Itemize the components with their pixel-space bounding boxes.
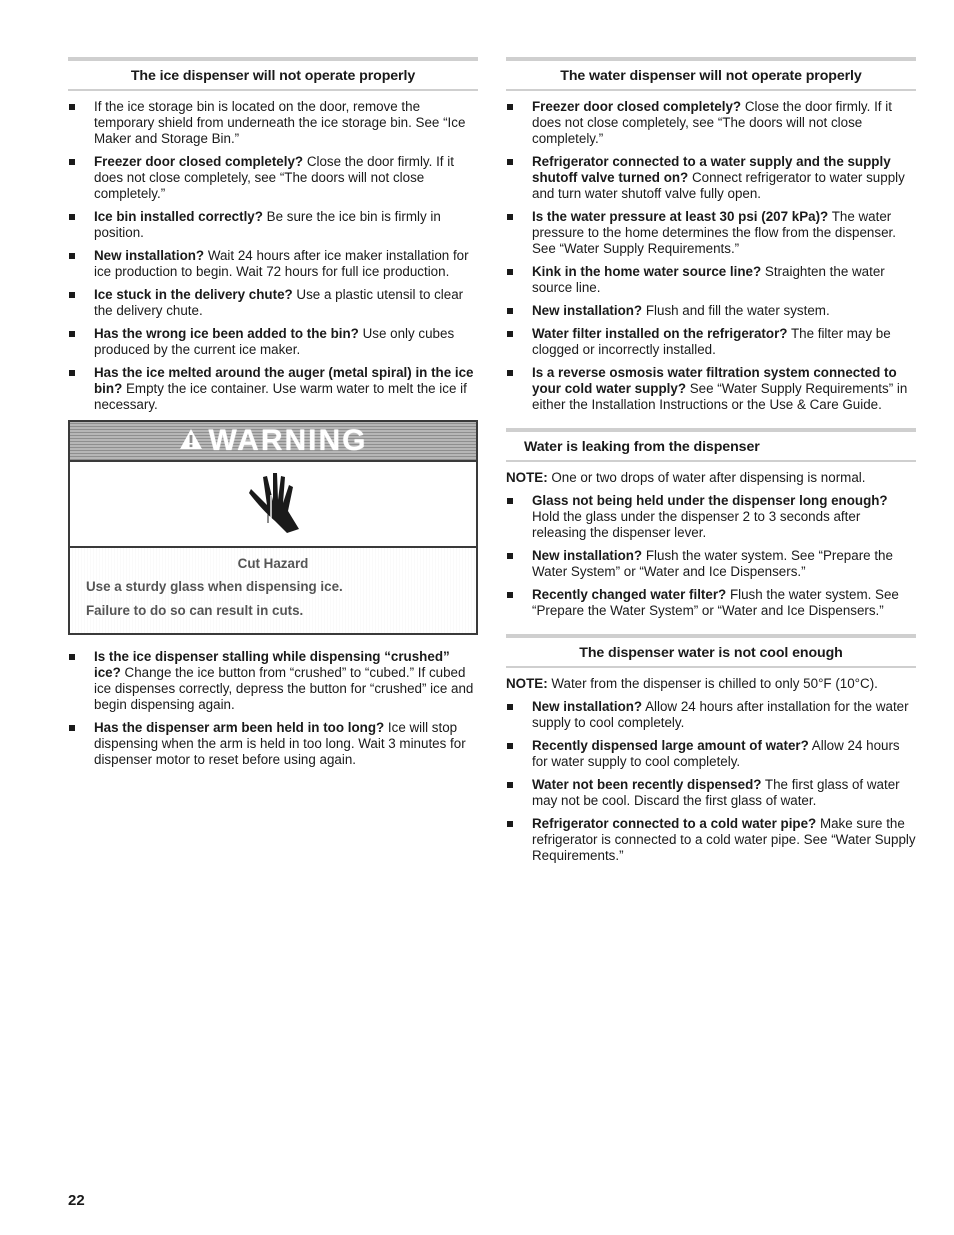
list-item	[506, 493, 916, 541]
bullet-icon	[507, 498, 513, 504]
item-answer: Close the door firmly. If it does not close completely, see “The doors will not close completely.”	[532, 99, 892, 146]
list-item	[68, 154, 478, 202]
bullet-icon	[507, 308, 513, 314]
bullet-icon	[507, 331, 513, 337]
item-answer: The first glass of water may not be cool. Discard the first glass of water.	[532, 777, 900, 808]
warning-text	[70, 548, 476, 633]
ice-section-list	[68, 99, 478, 413]
item-question: New installation?	[94, 248, 205, 263]
list-item	[506, 777, 916, 809]
item-question: Is a reverse osmosis water filtration system connected to your cold water supply?	[532, 365, 897, 396]
bullet-icon	[507, 782, 513, 788]
item-question: New installation?	[532, 303, 643, 318]
item-question: Water not been recently dispensed?	[532, 777, 762, 792]
item-answer: If the ice storage bin is located on the door, remove the temporary shield from underneath the ice storage bin. See “Ice Maker and Storage Bin.”	[94, 99, 466, 146]
warning-box	[68, 420, 478, 635]
item-question: Ice stuck in the delivery chute?	[94, 287, 293, 302]
cut-hand-icon	[233, 467, 313, 542]
bullet-icon	[507, 104, 513, 110]
left-column	[68, 57, 478, 775]
item-question: Kink in the home water source line?	[532, 264, 762, 279]
item-answer: Flush the water system. See “Prepare the Water System” or “Water and Ice Dispensers.”	[532, 587, 899, 618]
note-text: One or two drops of water after dispensing is normal.	[547, 470, 866, 485]
item-answer: Flush the water system. See “Prepare the Water System” or “Water and Ice Dispensers.”	[532, 548, 893, 579]
water-section-heading: The water dispenser will not operate properly	[506, 57, 916, 91]
list-item	[68, 326, 478, 358]
hazard-pictogram	[70, 460, 476, 548]
item-answer: The water pressure to the home determines the flow from the dispenser. See “Water Supply Requirements.”	[532, 209, 896, 256]
list-item	[506, 738, 916, 770]
list-item	[506, 326, 916, 358]
page-number: 22	[68, 1192, 85, 1209]
note-label: NOTE:	[506, 676, 548, 691]
bullet-icon	[507, 821, 513, 827]
item-answer: Allow 24 hours after installation for the water supply to cool completely.	[532, 699, 909, 730]
item-question: Has the ice melted around the auger (metal spiral) in the ice bin?	[94, 365, 474, 396]
item-answer: Flush and fill the water system.	[642, 303, 830, 318]
bullet-icon	[507, 214, 513, 220]
item-answer: Wait 24 hours after ice maker installation for ice production to begin. Wait 72 hours for full ice production.	[94, 248, 469, 279]
item-question: New installation?	[532, 548, 643, 563]
item-question: Water filter installed on the refrigerator?	[532, 326, 788, 341]
bullet-icon	[507, 159, 513, 165]
bullet-icon	[69, 331, 75, 337]
bullet-icon	[507, 743, 513, 749]
cool-section-list	[506, 699, 916, 864]
item-answer: Change the ice button from “crushed” to “cubed.” If cubed ice dispenses correctly, depress the button for “crushed” ice and begin dispensing again.	[94, 665, 474, 712]
bullet-icon	[69, 214, 75, 220]
list-item	[506, 99, 916, 147]
item-answer: Be sure the ice bin is firmly in position.	[94, 209, 441, 240]
list-item	[506, 548, 916, 580]
item-answer: Straighten the water source line.	[532, 264, 885, 295]
list-item	[506, 209, 916, 257]
item-question: Has the dispenser arm been held in too long?	[94, 720, 385, 735]
cool-note	[506, 676, 916, 692]
item-question: New installation?	[532, 699, 643, 714]
bullet-icon	[507, 592, 513, 598]
item-question: Freezer door closed completely?	[94, 154, 304, 169]
bullet-icon	[69, 159, 75, 165]
list-item	[68, 248, 478, 280]
item-question: Refrigerator connected to a cold water pipe?	[532, 816, 817, 831]
leak-section-heading: Water is leaking from the dispenser	[506, 428, 916, 462]
item-answer: Allow 24 hours for water supply to cool completely.	[532, 738, 900, 769]
cool-section-heading: The dispenser water is not cool enough	[506, 634, 916, 668]
item-question: Refrigerator connected to a water supply and the supply shutoff valve turned on?	[532, 154, 891, 185]
list-item	[68, 287, 478, 319]
item-question: Ice bin installed correctly?	[94, 209, 263, 224]
list-item	[68, 365, 478, 413]
item-question: Freezer door closed completely?	[532, 99, 742, 114]
warning-banner	[70, 422, 476, 460]
ice-section-more-list	[68, 649, 478, 768]
list-item	[68, 99, 478, 147]
item-answer: The filter may be clogged or incorrectly installed.	[532, 326, 891, 357]
item-answer: Use only cubes produced by the current ice maker.	[94, 326, 455, 357]
item-answer: Connect refrigerator to water supply and turn water shutoff valve fully open.	[532, 170, 905, 201]
list-item	[506, 699, 916, 731]
note-text: Water from the dispenser is chilled to only 50°F (10°C).	[547, 676, 878, 691]
warning-triangle-icon	[179, 428, 203, 455]
item-answer: See “Water Supply Requirements” in either the Installation Instructions or the Use & Care Guide.	[532, 381, 908, 412]
list-item	[506, 587, 916, 619]
item-answer: Close the door firmly. If it does not close completely, see “The doors will not close completely.”	[94, 154, 454, 201]
bullet-icon	[69, 292, 75, 298]
item-answer: Empty the ice container. Use warm water to melt the ice if necessary.	[94, 381, 467, 412]
list-item	[506, 264, 916, 296]
item-question: Recently dispensed large amount of water?	[532, 738, 809, 753]
bullet-icon	[69, 725, 75, 731]
warning-word: WARNING	[208, 424, 368, 457]
list-item	[506, 303, 916, 319]
bullet-icon	[507, 370, 513, 376]
item-answer: Ice will stop dispensing when the arm is held in too long. Wait 3 minutes for dispenser motor to reset before using again.	[94, 720, 466, 767]
bullet-icon	[69, 104, 75, 110]
warning-instruction: Use a sturdy glass when dispensing ice.	[86, 579, 343, 594]
item-answer: Hold the glass under the dispenser 2 to 3 seconds after releasing the dispenser lever.	[532, 509, 861, 540]
item-question: Glass not being held under the dispenser long enough?	[532, 493, 888, 508]
bullet-icon	[69, 253, 75, 259]
list-item	[68, 209, 478, 241]
bullet-icon	[507, 553, 513, 559]
bullet-icon	[69, 370, 75, 376]
list-item	[506, 154, 916, 202]
hazard-title: Cut Hazard	[237, 556, 309, 571]
water-section-list	[506, 99, 916, 413]
list-item	[68, 649, 478, 713]
bullet-icon	[69, 654, 75, 660]
item-answer: Make sure the refrigerator is connected to a cold water pipe. See “Water Supply Requirements.”	[532, 816, 916, 863]
note-label: NOTE:	[506, 470, 548, 485]
list-item	[506, 816, 916, 864]
bullet-icon	[507, 269, 513, 275]
leak-note	[506, 470, 916, 486]
right-column	[506, 57, 916, 871]
item-question: Recently changed water filter?	[532, 587, 727, 602]
warning-consequence: Failure to do so can result in cuts.	[86, 603, 304, 618]
leak-section-list	[506, 493, 916, 619]
item-question: Has the wrong ice been added to the bin?	[94, 326, 359, 341]
list-item	[506, 365, 916, 413]
bullet-icon	[507, 704, 513, 710]
ice-section-heading: The ice dispenser will not operate properly	[68, 57, 478, 91]
item-question: Is the water pressure at least 30 psi (207 kPa)?	[532, 209, 829, 224]
list-item	[68, 720, 478, 768]
item-question: Is the ice dispenser stalling while dispensing “crushed” ice?	[94, 649, 450, 680]
item-answer: Use a plastic utensil to clear the delivery chute.	[94, 287, 464, 318]
